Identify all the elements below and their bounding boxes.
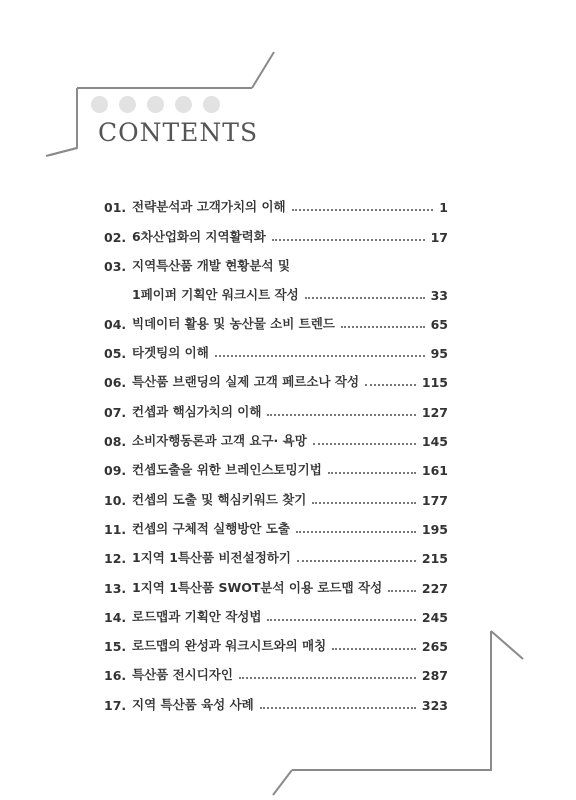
entry-title: 소비자행동론과 고객 요구· 욕망	[132, 433, 307, 449]
entry-number: 07.	[104, 404, 127, 420]
toc-entry[interactable]	[104, 245, 448, 303]
entry-title: 로드맵의 완성과 워크시트와의 매칭	[132, 638, 327, 654]
entry-number: 16.	[104, 668, 127, 684]
entry-number: 09.	[104, 463, 127, 479]
entry-page: 323	[421, 697, 448, 713]
entry-page: 161	[421, 463, 448, 479]
entry-page: 245	[421, 609, 448, 625]
toc-entry[interactable]	[104, 303, 448, 332]
toc-entry[interactable]	[104, 186, 448, 215]
entry-page: 65	[430, 316, 448, 332]
toc-entry[interactable]	[104, 478, 448, 507]
entry-number: 01.	[104, 200, 127, 216]
entry-title-continued: 1페이퍼 기획안 워크시트 작성	[132, 286, 299, 302]
entry-title: 지역 특산품 육성 사례	[132, 696, 254, 712]
entry-page: 1	[439, 200, 448, 216]
frame-left-slash	[46, 148, 77, 156]
dot-leader	[332, 647, 416, 650]
toc-entry[interactable]	[104, 537, 448, 566]
contents-heading: CONTENTS	[98, 118, 259, 147]
entry-page: 17	[430, 229, 448, 245]
entry-page: 177	[421, 492, 448, 508]
entry-number: 08.	[104, 434, 127, 450]
entry-page: 215	[421, 551, 448, 567]
frame-top-left	[50, 88, 77, 155]
toc-entry[interactable]	[104, 625, 448, 654]
toc-entry[interactable]	[104, 566, 448, 595]
toc-entry[interactable]	[104, 215, 448, 244]
toc-entry[interactable]	[104, 683, 448, 712]
dot-leader	[328, 471, 416, 474]
entry-page: 265	[421, 639, 448, 655]
entry-title: 특산품 브랜딩의 실제 고객 페르소나 작성	[132, 374, 360, 390]
dot	[175, 96, 192, 113]
dot-leader	[267, 618, 415, 621]
entry-page: 227	[421, 580, 448, 596]
entry-title: 1지역 1특산품 SWOT분석 이용 로드맵 작성	[132, 579, 383, 595]
entry-number: 06.	[104, 375, 127, 391]
entry-number: 14.	[104, 609, 127, 625]
table-of-contents	[104, 186, 448, 713]
dot-leader	[365, 383, 416, 386]
frame-top-slash	[252, 52, 274, 88]
entry-page: 287	[421, 668, 448, 684]
dot-leader	[260, 706, 416, 709]
toc-entry[interactable]	[104, 654, 448, 683]
dot-leader	[267, 413, 415, 416]
dot-leader	[215, 354, 425, 357]
dot-leader	[312, 501, 416, 504]
dot	[119, 96, 136, 113]
entry-number: 05.	[104, 346, 127, 362]
entry-title: 로드맵과 기획안 작성법	[132, 608, 262, 624]
entry-number: 02.	[104, 229, 127, 245]
entry-number: 11.	[104, 521, 127, 537]
toc-entry[interactable]	[104, 361, 448, 390]
entry-title: 컨셉도출을 위한 브레인스토밍기법	[132, 462, 322, 478]
dot-leader	[305, 296, 425, 299]
toc-entry[interactable]	[104, 508, 448, 537]
dot-leader	[292, 208, 434, 211]
entry-number: 03.	[104, 258, 127, 274]
entry-title: 특산품 전시디자인	[132, 667, 233, 683]
entry-page: 33	[430, 287, 448, 303]
entry-title: 컨셉과 핵심가치의 이해	[132, 403, 262, 419]
entry-number: 12.	[104, 551, 127, 567]
dot-leader	[239, 676, 416, 679]
entry-title: 전략분석과 고객가치의 이해	[132, 199, 286, 215]
entry-title: 빅데이터 활용 및 농산물 소비 트렌드	[132, 315, 335, 331]
dot-leader	[341, 325, 425, 328]
entry-title: 컨셉의 구체적 실행방안 도출	[132, 520, 290, 536]
entry-number: 10.	[104, 492, 127, 508]
decorative-dots	[91, 96, 220, 113]
frame-right-slash	[491, 631, 523, 659]
entry-page: 127	[421, 404, 448, 420]
dot-leader	[313, 442, 416, 445]
toc-entry[interactable]	[104, 449, 448, 478]
entry-page: 195	[421, 521, 448, 537]
entry-page: 145	[421, 434, 448, 450]
entry-title: 지역특산품 개발 현황분석 및	[132, 257, 290, 273]
entry-number: 17.	[104, 697, 127, 713]
entry-page: 115	[421, 375, 448, 391]
entry-title: 1지역 1특산품 비전설정하기	[132, 550, 291, 566]
toc-entry[interactable]	[104, 420, 448, 449]
entry-number: 15.	[104, 639, 127, 655]
dot-leader	[297, 559, 416, 562]
dot	[91, 96, 108, 113]
toc-entry[interactable]	[104, 390, 448, 419]
entry-page: 95	[430, 346, 448, 362]
toc-entry[interactable]	[104, 596, 448, 625]
entry-title: 컨셉의 도출 및 핵심키워드 찾기	[132, 491, 307, 507]
dot	[203, 96, 220, 113]
entry-title: 6차산업화의 지역활력화	[132, 228, 266, 244]
dot-leader	[296, 530, 416, 533]
frame-bottom-slash	[273, 770, 292, 795]
dot-leader	[388, 589, 416, 592]
entry-number: 04.	[104, 316, 127, 332]
dot	[147, 96, 164, 113]
entry-number: 13.	[104, 580, 127, 596]
toc-entry[interactable]	[104, 332, 448, 361]
dot-leader	[272, 238, 425, 241]
entry-title: 타겟팅의 이해	[132, 345, 209, 361]
